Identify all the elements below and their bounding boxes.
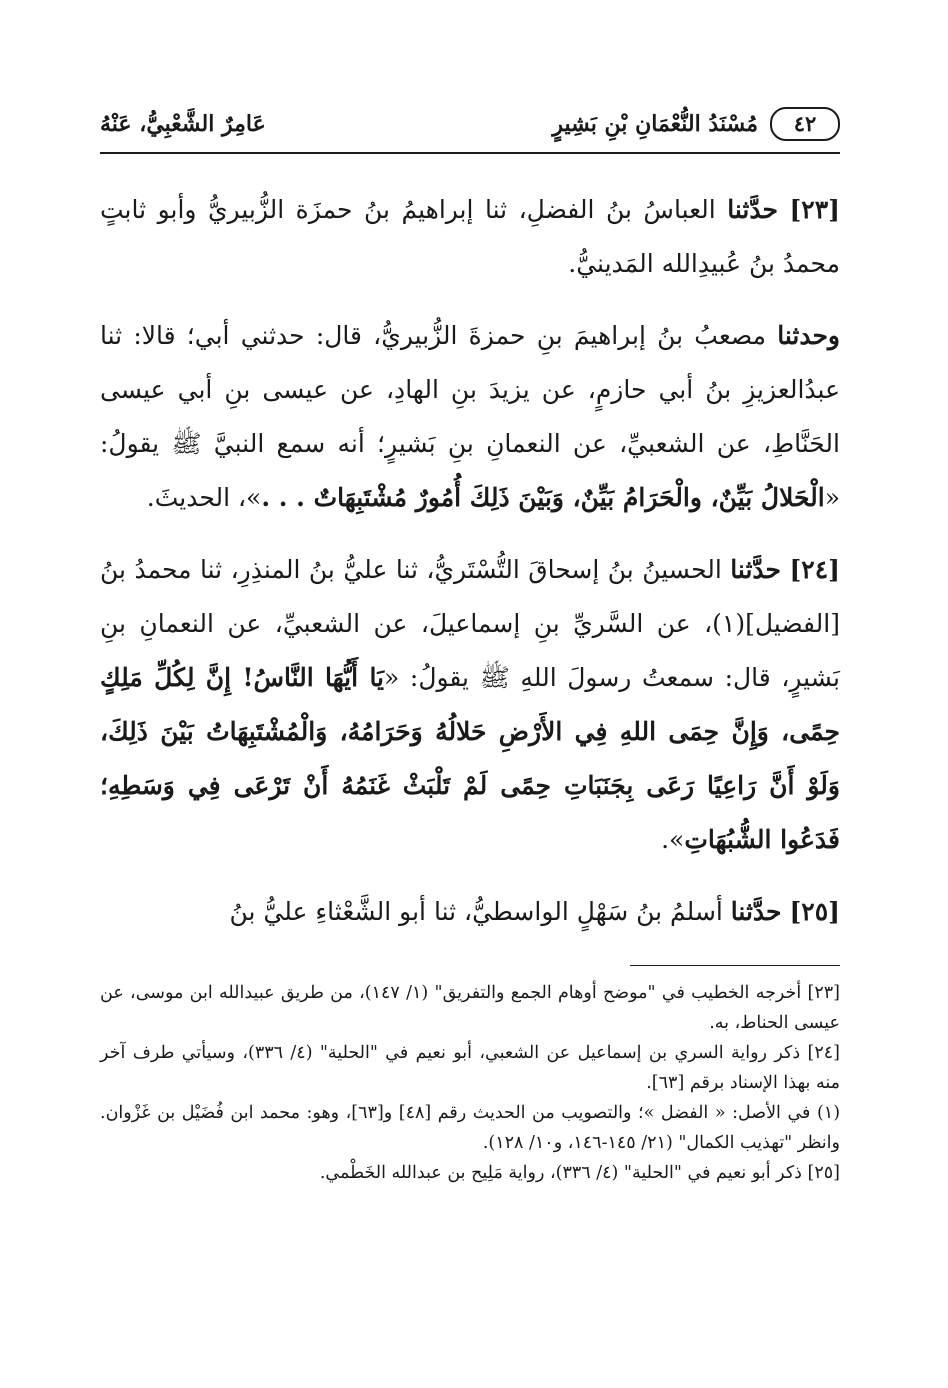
paragraph-text: مصعبُ بنُ إبراهيمَ بنِ حمزةَ الزُّبيريُّ، قال: حدثني أبي؛ قالا: ثنا عبدُالعزيزِ بنُ أبي حازمٍ، عن يزيدَ بنِ الهادِ، عن عيسى بنِ أبي عيسى الحَنَّاطِ، عن الشعبيِّ، عن النعمانِ بنِ بَشيرٍ؛ أنه سمع النبيَّ ﷺ يقولُ: « [100, 321, 840, 512]
book-page [100, 95, 840, 1188]
footnote-1: (١) في الأصل: « الفضل »؛ والتصويب من الحديث رقم [٤٨] و[٦٣]، وهو: محمد ابن فُضَيْل بن غَزْوان. وانظر "تهذيب الكمال" (٢١/ ١٤٥-١٤٦، و١٠/ ١٢٨). [100, 1103, 841, 1153]
lead-word: وحدثنا [777, 321, 840, 350]
page-header [100, 95, 840, 145]
paragraph-text: الحسينُ بنُ إسحاقَ التُّسْتَريُّ، ثنا عليُّ بنُ المنذِرِ، ثنا محمدُ بنُ [الفضيل](١)، عن السَّريِّ بنِ إسماعيلَ، عن الشعبيِّ، عن النعمانِ بنِ بَشيرٍ، قال: سمعتُ رسولَ اللهِ ﷺ يقولُ: « [100, 555, 840, 692]
lead-word: حدَّثنا [730, 897, 782, 926]
entry-number: [٢٣] [789, 195, 840, 224]
hadith-text: الْحَلالُ بَيِّنٌ، والْحَرَامُ بَيِّنٌ، وَبَيْنَ ذَلِكَ أُمُورٌ مُشْتَبِهَاتٌ . . . [261, 483, 825, 512]
footnotes [100, 978, 840, 1188]
paragraph-text: العباسُ بنُ الفضلِ، ثنا إبراهيمُ بنُ حمزَة الزُّبيريُّ وأبو ثابتٍ محمدُ بنُ عُبيدِالله المَدينيُّ. [100, 195, 840, 278]
footnote-rule [630, 965, 840, 966]
paragraph-23 [100, 183, 840, 291]
header-rule [100, 152, 840, 154]
footnote-25: [٢٥] ذكر أبو نعيم في "الحلية" (٤/ ٣٣٦)، رواية مَلِيح بن عبدالله الخَطْمي. [319, 1163, 840, 1183]
main-text [100, 183, 840, 939]
section-title: عَامِرٌ الشَّعْبِيُّ، عَنْهُ [100, 111, 266, 137]
paragraph-text: أسلمُ بنُ سَهْلٍ الواسطيُّ، ثنا أبو الشَّعْثاءِ عليُّ بنُ [229, 897, 723, 926]
hadith-text: يَا أَيُّهَا النَّاسُ! إِنَّ لِكُلِّ مَلِكٍ حِمًى، وَإِنَّ حِمَى اللهِ فِي الأَرْضِ حَلالُهُ وَحَرَامُهُ، وَالْمُشْتَبِهَاتُ بَيْنَ ذَلِكَ، وَلَوْ أَنَّ رَاعِيًا رَعَى بِجَنَبَاتِ حِمًى لَمْ تَلْبَثْ غَنَمُهُ أَنْ تَرْعَى فِي وَسَطِهِ؛ فَدَعُوا الشُّبُهَاتِ [100, 663, 840, 854]
paragraph-tail: »، الحديثَ. [146, 483, 262, 512]
page-number: ٤٢ [770, 107, 840, 141]
paragraph-23-second-chain [100, 309, 840, 525]
entry-number: [٢٤] [789, 555, 840, 584]
footnote-23: [٢٣] أخرجه الخطيب في "موضح أوهام الجمع والتفريق" (١/ ١٤٧)، من طريق عبيدالله ابن موسى، عن عيسى الحناط، به. [100, 983, 840, 1033]
paragraph-25 [100, 885, 840, 939]
running-title: مُسْنَدُ النُّعْمَانِ بْنِ بَشِيرٍ [552, 111, 758, 137]
lead-word: حدَّثنا [727, 195, 778, 224]
lead-word: حدَّثنا [730, 555, 781, 584]
entry-number: [٢٥] [789, 897, 840, 926]
paragraph-24 [100, 543, 840, 867]
paragraph-tail: ». [661, 825, 685, 854]
footnote-24: [٢٤] ذكر رواية السري بن إسماعيل عن الشعبي، أبو نعيم في "الحلية" (٤/ ٣٣٦)، وسيأتي طرف آخر منه بهذا الإسناد برقم [٦٣]. [100, 1043, 840, 1093]
